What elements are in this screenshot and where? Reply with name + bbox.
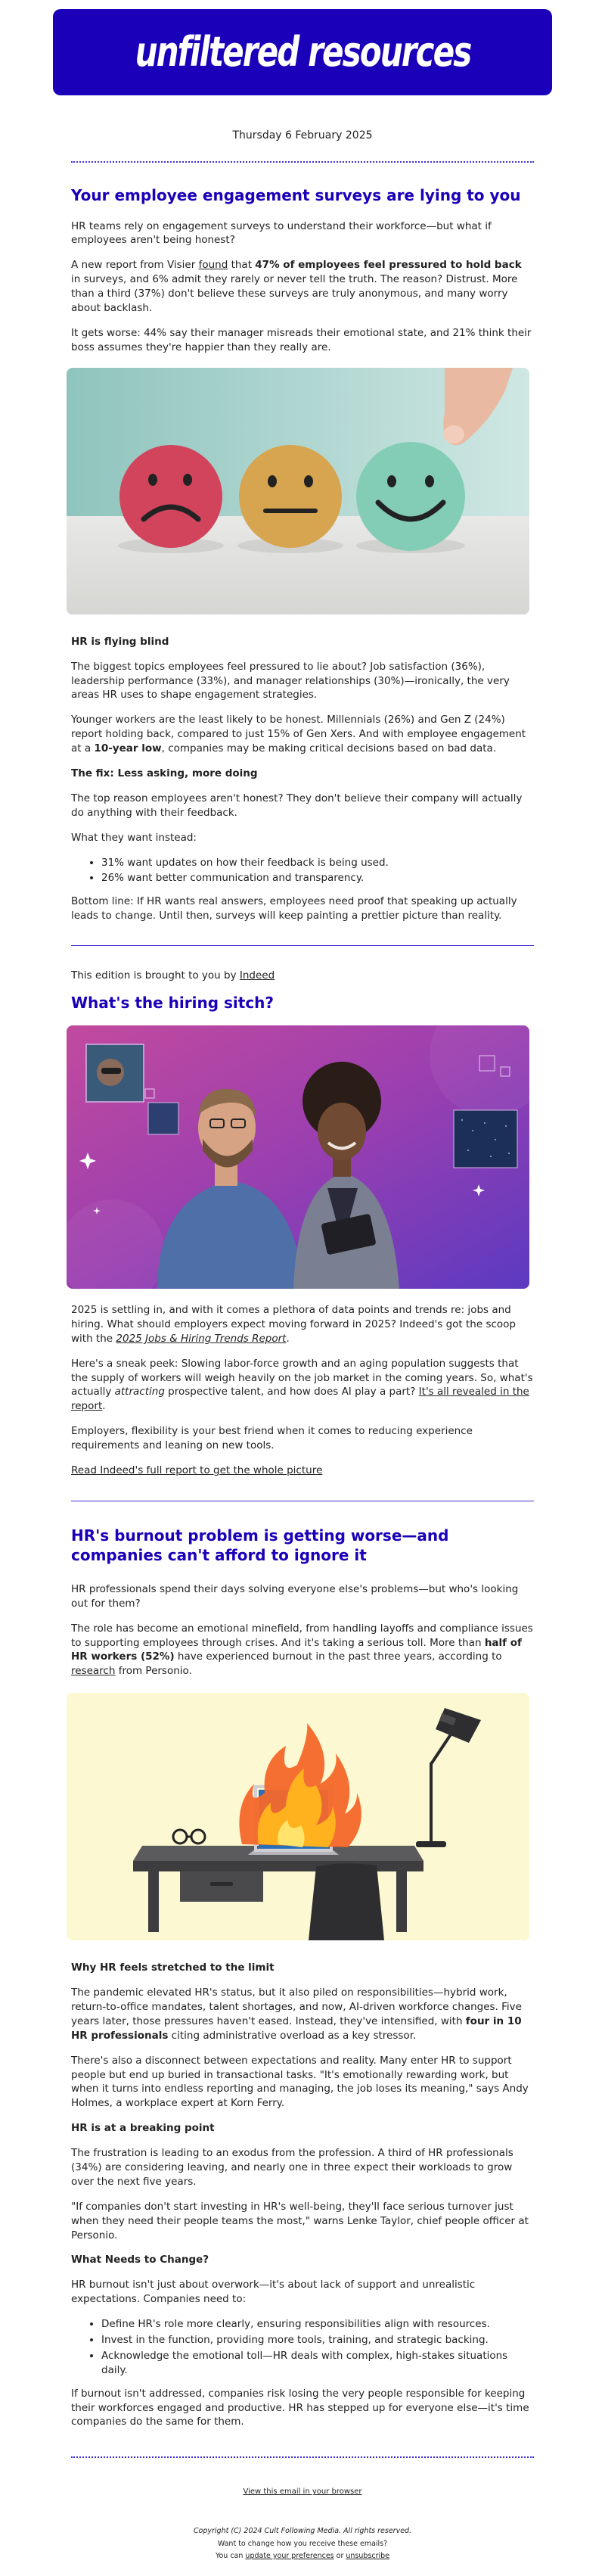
paragraph: What they want instead: [71, 831, 197, 844]
sponsor-intro: This edition is brought to you by Indeed [71, 969, 275, 982]
footer [53, 2487, 552, 2576]
burning-laptop-image [67, 1693, 529, 1940]
list-item: • 26% want better communication and transparency. [101, 871, 534, 885]
article-title: Your employee engagement surveys are lying to you [71, 185, 521, 204]
divider-dotted [71, 2456, 534, 2458]
divider-dotted [71, 161, 534, 163]
trends-report-link[interactable]: 2025 Jobs & Hiring Trends Report [116, 1332, 287, 1345]
copyright: Copyright (C) 2024 Cult Following Media. All rights reserved. [193, 2527, 412, 2536]
sponsor-body [53, 1303, 552, 1478]
subheading: Why HR feels stretched to the limit [71, 1962, 275, 1974]
article-hr-burnout-cont [53, 1961, 552, 2429]
article-hr-burnout [53, 1526, 552, 1678]
paragraph: The top reason employees aren't honest? They don't believe their company will actually do anything with their feedback. [71, 792, 523, 819]
paragraph: It gets worse: 44% say their manager misreads their emotional state, and 21% think their boss assumes they're happier than they really are. [71, 326, 532, 353]
paragraph: A new report from Visier found that 47% of employees feel pressured to hold back in surveys, and 6% admit they rarely or never tell the truth. The reason? Distrust. More than a third (37%) don't believe these surveys are truly anonymous, and many worry about backlash. [71, 259, 522, 315]
emoji-faces-image [67, 368, 529, 614]
full-report-link[interactable]: Read Indeed's full report to get the whole picture [71, 1464, 323, 1476]
paragraph: HR burnout isn't just about overwork—it's about lack of support and unrealistic expectations. Companies need to: [71, 2279, 476, 2306]
paragraph: If burnout isn't addressed, companies risk losing the very people responsible for keeping their workforces engaged and productive. HR has stepped up for everyone else—it's time companies do the same for them. [71, 2387, 529, 2428]
list-item: • Acknowledge the emotional toll—HR deals with complex, high-stakes situations daily. [101, 2349, 534, 2378]
hiring-conversation-image [67, 1025, 529, 1289]
divider-solid [71, 945, 534, 946]
research-link[interactable]: research [71, 1665, 116, 1678]
paragraph: There's also a disconnect between expectations and reality. Many enter HR to support people but end up buried in transactional tasks. "It's emotionally rewarding work, but when it turns into endless reporting and managing, the job loses its meaning," says Andy Holmes, a workplace expert at Korn Ferry. [71, 2054, 529, 2110]
paragraph: Employers, flexibility is your best friend when it comes to reducing experience requirements and leaning on new tools. [71, 1425, 473, 1452]
paragraph: The frustration is leading to an exodus from the profession. A third of HR professionals (34%) are considering leaving, and nearly one in three expect their workloads to grow over the next five years. [71, 2147, 513, 2188]
indeed-link[interactable]: Indeed [239, 969, 275, 982]
subheading: The fix: Less asking, more doing [71, 767, 258, 779]
paragraph: HR professionals spend their days solving everyone else's problems—but who's looking out for them? [71, 1582, 519, 1610]
unsubscribe-link[interactable]: unsubscribe [346, 2551, 390, 2560]
article-title: HR's burnout problem is getting worse—and companies can't afford to ignore it [71, 1526, 449, 1564]
brand-logo: unfiltered resources [135, 28, 470, 76]
list-item: • Invest in the function, providing more tools, training, and strategic backing. [101, 2333, 534, 2347]
paragraph: HR teams rely on engagement surveys to understand their workforce—but what if employees aren't being honest? [71, 219, 492, 247]
paragraph: Younger workers are the least likely to be honest. Millennials (26%) and Gen Z (24%) report holding back, compared to just 15% of Gen Xers. And with employee engagement at a 10-year low, companies may be making critical decisions based on bad data. [71, 714, 526, 755]
sponsor-title: What's the hiring sitch? [71, 993, 275, 1012]
article-engagement-surveys-cont [53, 635, 552, 923]
list-item: • Define HR's role more clearly, ensuring responsibilities align with resources. [101, 2317, 534, 2332]
update-preferences-link[interactable]: update your preferences [245, 2551, 334, 2560]
subheading: HR is at a breaking point [71, 2122, 215, 2135]
bullet-list [71, 856, 534, 886]
bullet-list [71, 2317, 534, 2378]
found-link[interactable]: found [198, 259, 228, 272]
list-item: • 31% want updates on how their feedback is being used. [101, 856, 534, 870]
sponsor-section [53, 969, 552, 1013]
paragraph: The pandemic elevated HR's status, but it also piled on responsibilities—hybrid work, return-to-office mandates, talent shortages, and now, AI-driven workforce changes. Five years later, those pressures haven't eased. Instead, they've intensified, with four in 10 HR professionals citing administrative overload as a key stressor. [71, 1986, 522, 2042]
masthead-banner [53, 9, 552, 95]
paragraph: Here's a sneak peek: Slowing labor-force growth and an aging population suggests that the supply of workers will weigh heavily on the job market in the coming years. So, what's actually attracting prospective talent, and how does AI play a part? It's all revealed in the report. [71, 1357, 533, 1413]
paragraph: 2025 is settling in, and with it comes a plethora of data points and trends re: jobs and hiring. What should employers expect moving forward in 2025? Indeed's got the scoop with the 2025 Jobs & Hiring Trends Report. [71, 1303, 516, 1345]
preferences-prompt: Want to change how you receive these emails? [217, 2539, 388, 2548]
paragraph: "If companies don't start investing in HR's well-being, they'll face serious turnover just when they need their people teams the most," warns Lenke Taylor, chief people officer at Personio. [71, 2200, 529, 2242]
paragraph: The role has become an emotional minefield, from handling layoffs and compliance issues to supporting employees through crises. And it's taking a serious toll. More than half of HR workers (52%) have experienced burnout in the past three years, according to research from Personio. [71, 1622, 533, 1678]
view-in-browser-link[interactable]: View this email in your browser [243, 2487, 362, 2497]
report-link[interactable]: It's all revealed in the report [71, 1386, 529, 1413]
subheading: What Needs to Change? [71, 2254, 209, 2266]
subheading: HR is flying blind [71, 635, 169, 648]
issue-date: Thursday 6 February 2025 [232, 129, 373, 142]
preferences-line: You can update your preferences or unsubscribe [215, 2551, 390, 2560]
article-engagement-surveys [53, 185, 552, 355]
paragraph: The biggest topics employees feel pressured to lie about? Job satisfaction (36%), leadership performance (33%), and manager relationships (30%)—ironically, the very areas HR uses to shape engagement strategies. [71, 660, 510, 702]
paragraph: Bottom line: If HR wants real answers, employees need proof that speaking up actually leads to change. Until then, surveys will keep painting a prettier picture than reality. [71, 895, 517, 922]
